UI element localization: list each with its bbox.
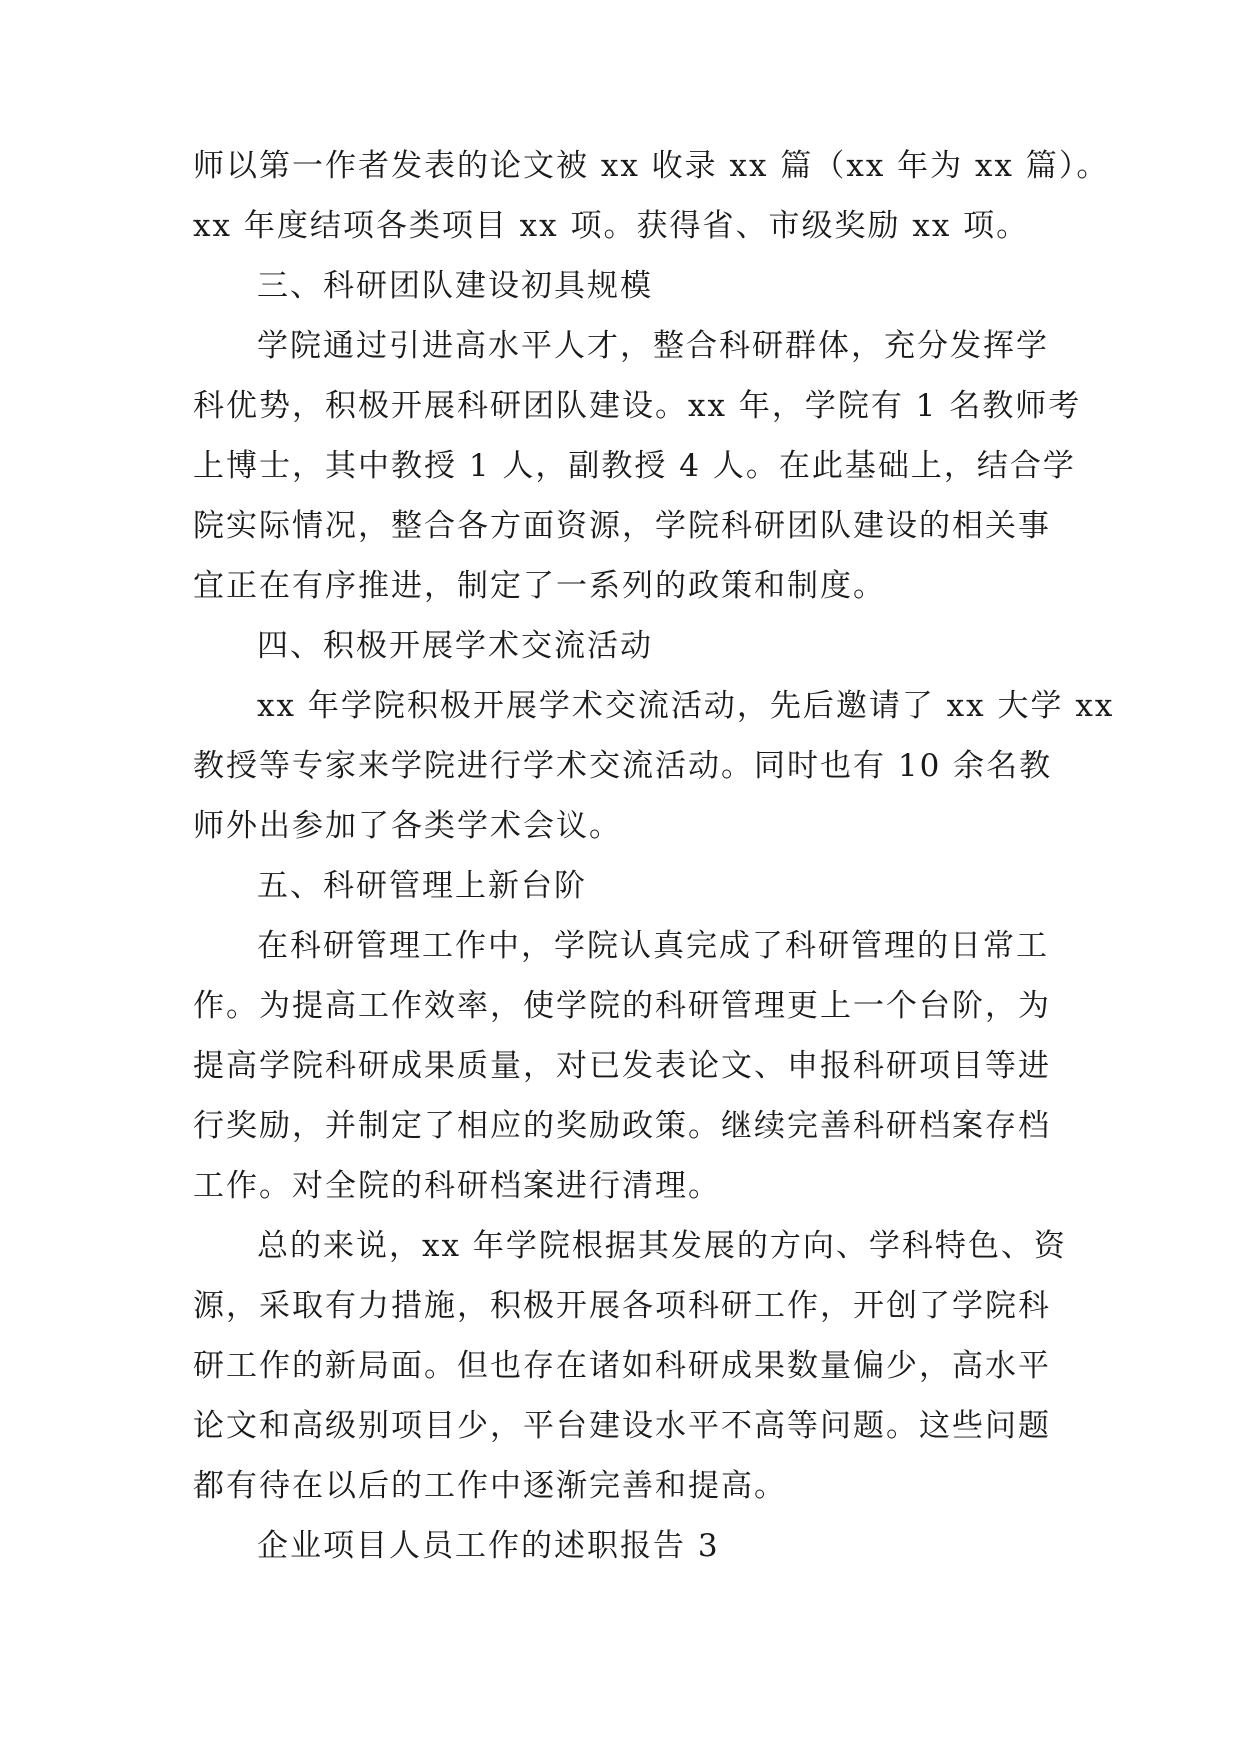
document-page — [193, 136, 1115, 1576]
report-title-line: 企业项目人员工作的述职报告 3 — [257, 1528, 720, 1564]
text-line: 师以第一作者发表的论文被 xx 收录 xx 篇（xx 年为 xx 篇）。 — [193, 148, 1110, 184]
text-line: 宜正在有序推进，制定了一系列的政策和制度。 — [193, 568, 886, 604]
text-line: 都有待在以后的工作中逐渐完善和提高。 — [193, 1468, 787, 1504]
section-heading-4: 四、积极开展学术交流活动 — [257, 628, 653, 664]
text-line: 院实际情况，整合各方面资源，学院科研团队建设的相关事 — [193, 508, 1051, 544]
section-heading-5: 五、科研管理上新台阶 — [257, 868, 587, 904]
text-line: 工作。对全院的科研档案进行清理。 — [193, 1168, 721, 1204]
text-line: 学院通过引进高水平人才，整合科研群体，充分发挥学 — [257, 328, 1049, 364]
text-line: 总的来说，xx 年学院根据其发展的方向、学科特色、资 — [257, 1228, 1067, 1264]
text-line: 上博士，其中教授 1 人，副教授 4 人。在此基础上，结合学 — [193, 448, 1076, 484]
text-line: 在科研管理工作中，学院认真完成了科研管理的日常工 — [257, 928, 1049, 964]
text-line: xx 年度结项各类项目 xx 项。获得省、市级奖励 xx 项。 — [193, 208, 1030, 244]
text-line: 论文和高级别项目少，平台建设水平不高等问题。这些问题 — [193, 1408, 1051, 1444]
text-line: 源，采取有力措施，积极开展各项科研工作，开创了学院科 — [193, 1288, 1051, 1324]
text-line: 科优势，积极开展科研团队建设。xx 年，学院有 1 名教师考 — [193, 388, 1082, 424]
section-heading-3: 三、科研团队建设初具规模 — [257, 268, 653, 304]
text-line: 教授等专家来学院进行学术交流活动。同时也有 10 余名教 — [193, 748, 1053, 784]
text-line: 提高学院科研成果质量，对已发表论文、申报科研项目等进 — [193, 1048, 1051, 1084]
text-line: 作。为提高工作效率，使学院的科研管理更上一个台阶，为 — [193, 988, 1051, 1024]
text-line: xx 年学院积极开展学术交流活动，先后邀请了 xx 大学 xx — [257, 688, 1115, 724]
text-line: 行奖励，并制定了相应的奖励政策。继续完善科研档案存档 — [193, 1108, 1051, 1144]
text-line: 师外出参加了各类学术会议。 — [193, 808, 622, 844]
text-line: 研工作的新局面。但也存在诸如科研成果数量偏少，高水平 — [193, 1348, 1051, 1384]
